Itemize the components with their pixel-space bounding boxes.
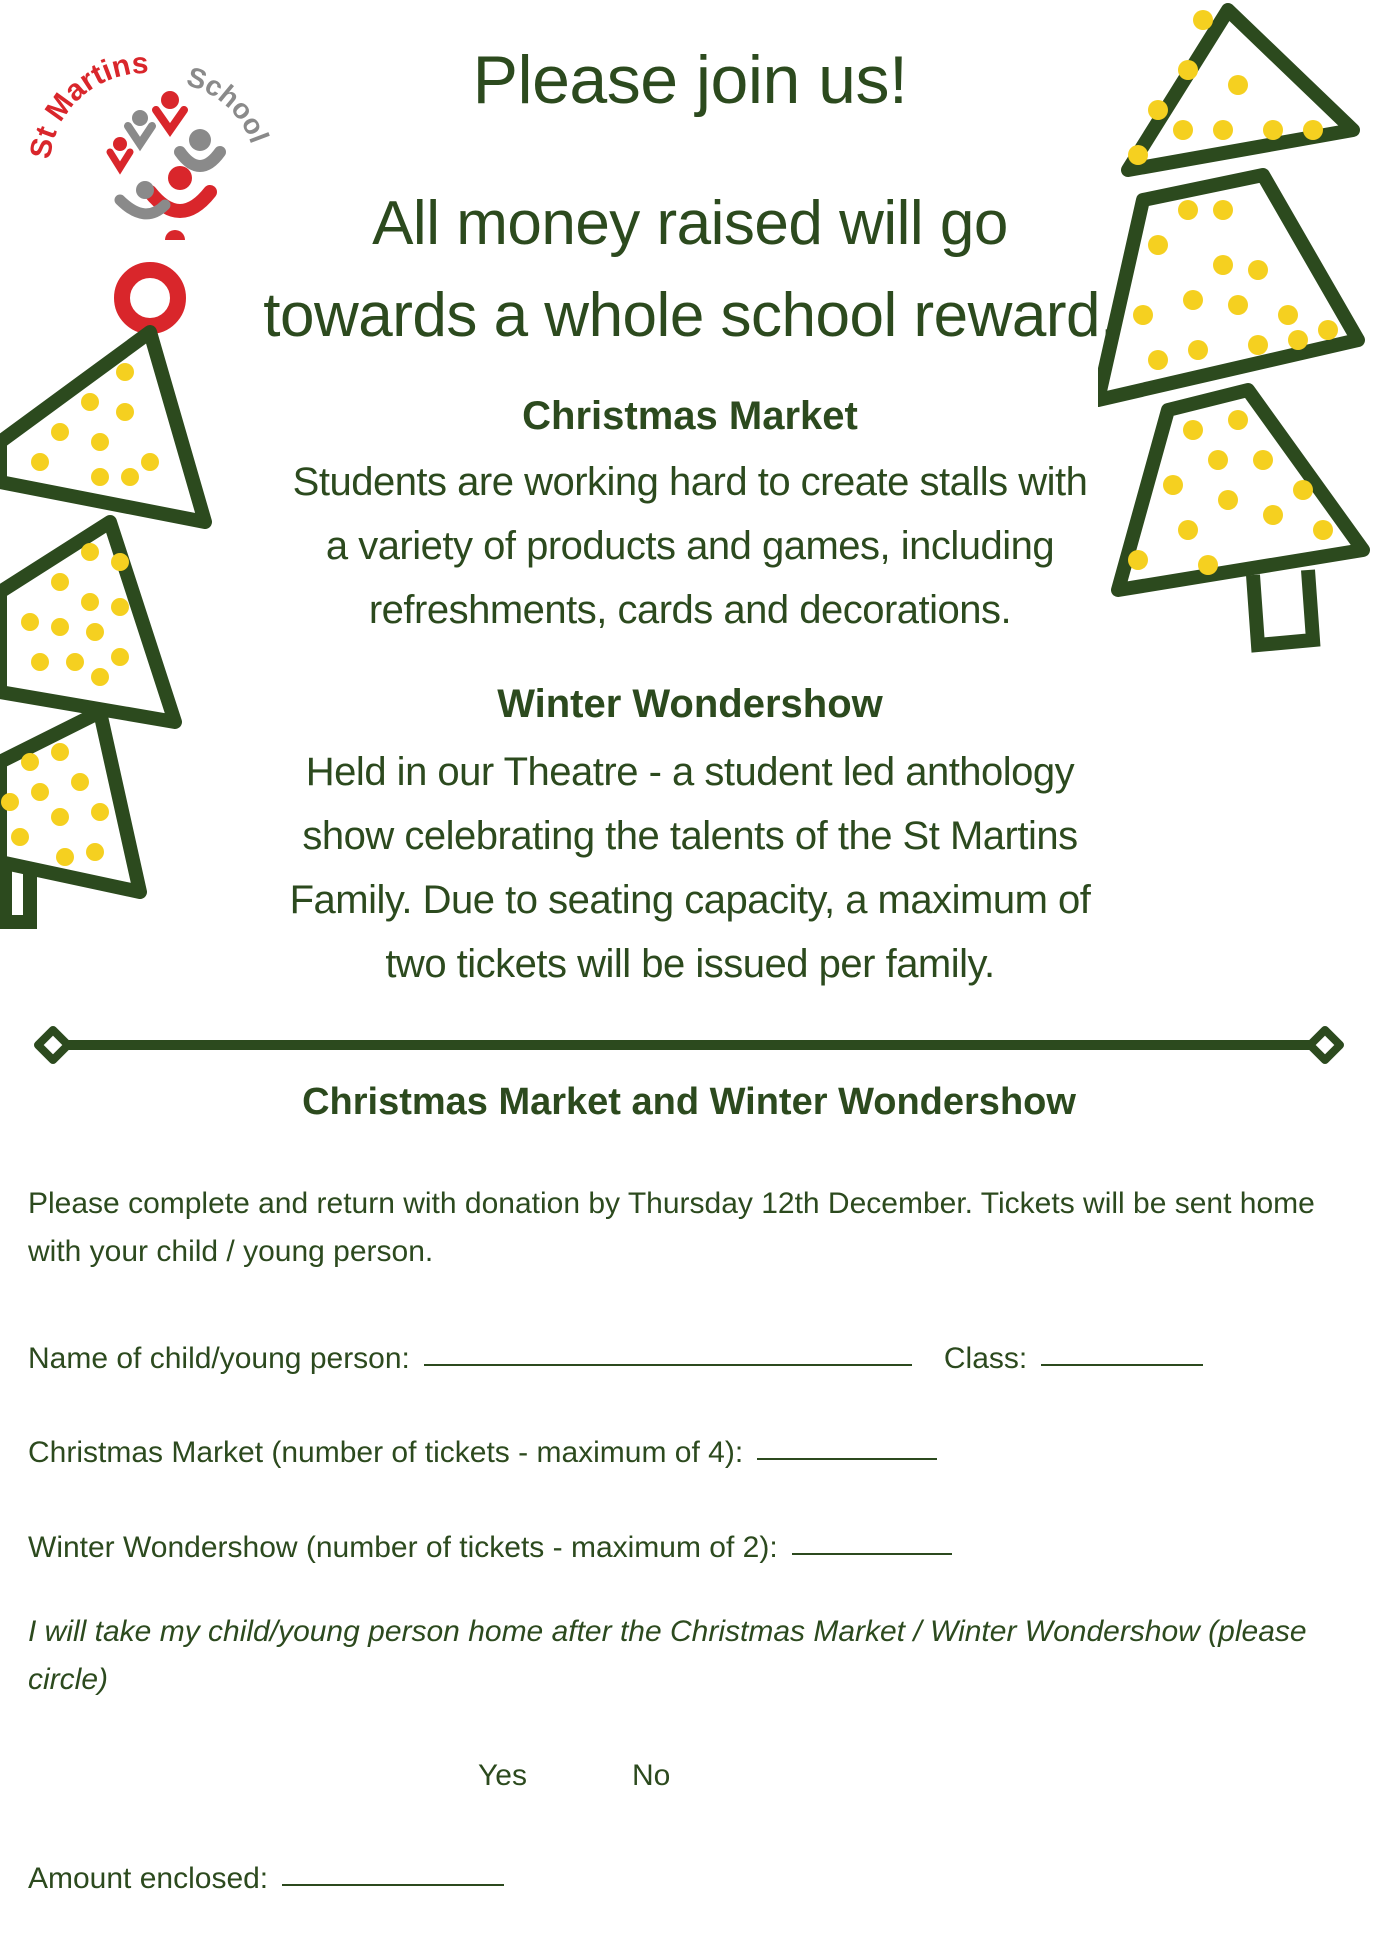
section-divider — [20, 1020, 1358, 1070]
logo-figures — [110, 91, 220, 240]
market-heading: Christmas Market — [522, 394, 858, 438]
show-tickets-label: Winter Wondershow (number of tickets - maximum of 2): — [28, 1531, 778, 1564]
market-desc-line: a variety of products and games, including — [325, 524, 1055, 568]
school-logo-icon — [20, 40, 270, 240]
show-heading: Winter Wondershow — [497, 682, 883, 726]
show-description — [250, 740, 1130, 996]
diamond-divider-icon — [20, 1020, 1358, 1070]
amount-blank-field[interactable] — [282, 1854, 504, 1886]
form-instructions: Please complete and return with donation by Thursday 12th December. Tickets will be sent home with your child / young person. — [28, 1187, 1315, 1268]
market-desc-line: Students are working hard to create stalls with — [292, 460, 1088, 504]
market-desc-line: refreshments, cards and decorations. — [368, 588, 1012, 632]
name-blank-field[interactable] — [424, 1334, 912, 1366]
amount-row — [28, 1846, 504, 1896]
show-tickets-row — [28, 1515, 952, 1565]
market-tickets-blank-field[interactable] — [757, 1428, 937, 1460]
subheadline-line: All money raised will go — [372, 189, 1008, 258]
show-desc-line: Family. Due to seating capacity, a maximum of — [289, 878, 1091, 922]
show-tickets-blank-field[interactable] — [792, 1523, 952, 1555]
class-label: Class: — [943, 1342, 1028, 1375]
christmas-tree-icon — [0, 262, 230, 942]
name-label: Name of child/young person: — [28, 1342, 410, 1375]
subheadline-line: towards a whole school reward. — [263, 281, 1117, 350]
class-blank-field[interactable] — [1041, 1334, 1203, 1366]
show-desc-line: two tickets will be issued per family. — [385, 942, 995, 986]
page-headline: Please join us! — [472, 42, 908, 118]
market-description — [250, 450, 1130, 642]
show-desc-line: Held in our Theatre - a student led anthology — [305, 750, 1075, 794]
school-logo — [20, 40, 270, 240]
amount-label: Amount enclosed: — [28, 1862, 269, 1895]
takehome-statement: I will take my child/young person home after the Christmas Market / Winter Wondershow (please circle) — [28, 1615, 1307, 1696]
christmas-tree-right — [1098, 0, 1378, 668]
form-title: Christmas Market and Winter Wondershow — [302, 1081, 1076, 1123]
no-option[interactable]: No — [632, 1759, 671, 1792]
page-subheadline — [250, 178, 1130, 362]
christmas-tree-left — [0, 262, 230, 942]
logo-text-main: St Martins — [23, 46, 150, 162]
yes-option[interactable]: Yes — [478, 1759, 527, 1792]
market-tickets-label: Christmas Market (number of tickets - maximum of 4): — [28, 1436, 744, 1469]
market-tickets-row — [28, 1420, 937, 1470]
show-desc-line: show celebrating the talents of the St Martins — [302, 814, 1078, 858]
christmas-tree-icon — [1098, 0, 1378, 668]
name-class-row — [28, 1326, 1203, 1376]
logo-text-secondary: Schoo — [183, 60, 270, 141]
